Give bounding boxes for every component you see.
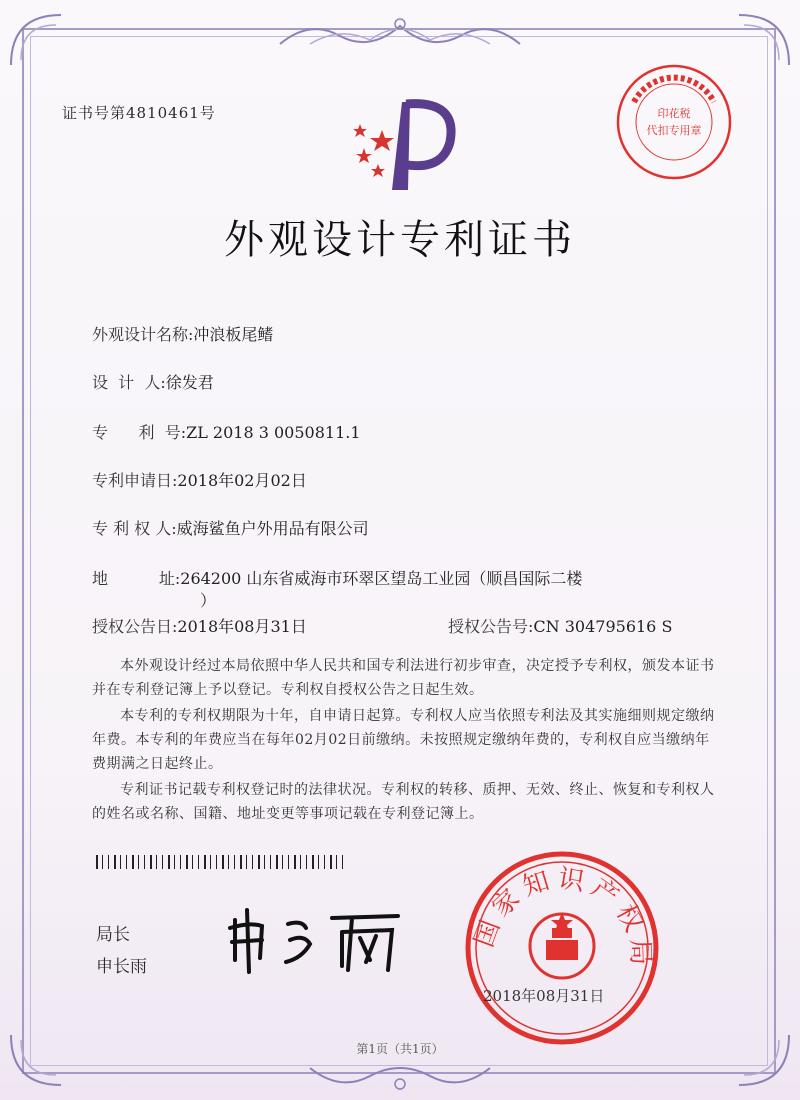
paragraph-2: 本专利的专利权期限为十年，自申请日起算。专利权人应当依照专利法及其实施细则规定缴纳年费。本专利的年费应当在每年02月02日前缴纳。未按照规定缴纳年费的，专利权自应当缴纳年费期满之日起终止。 [92, 708, 715, 772]
design-name-label: 外观设计名称: [92, 325, 194, 344]
patentee-value: 威海鲨鱼户外用品有限公司 [176, 519, 369, 538]
corner-ornament-top-left [6, 10, 66, 70]
application-date-row [92, 468, 307, 491]
designer-row [92, 370, 214, 393]
grant-date-row [92, 614, 307, 637]
designer-label: 设 计 人: [92, 373, 166, 392]
tax-seal-stamp [614, 62, 734, 182]
corner-ornament-top-right [734, 10, 794, 70]
patent-number-label: 专 利 号: [92, 423, 187, 442]
application-date-label: 专利申请日: [92, 471, 178, 490]
director-name: 申长雨 [96, 957, 147, 977]
patent-number-row [92, 420, 361, 443]
application-date-value: 2018年02月02日 [177, 471, 307, 490]
top-ornament [270, 14, 530, 54]
barcode [96, 855, 346, 869]
patent-number-value: ZL 2018 3 0050811.1 [186, 423, 361, 442]
patentee-row [92, 516, 369, 539]
seal-date: 2018年08月31日 [483, 987, 605, 1005]
svg-text:代扣专用章: 代扣专用章 [646, 124, 702, 137]
patentee-label: 专 利 权 人: [92, 519, 177, 538]
bottom-ornament [300, 1062, 500, 1096]
address-value-line2: ） [200, 591, 217, 610]
director-signature [220, 900, 420, 975]
address-label: 地 址: [92, 569, 181, 588]
grant-number-label: 授权公告号: [448, 617, 534, 636]
grant-date-value: 2018年08月31日 [177, 617, 307, 636]
patent-office-logo [330, 90, 470, 200]
designer-value: 徐发君 [165, 373, 214, 392]
address-row [92, 566, 582, 589]
corner-ornament-bottom-left [6, 1030, 66, 1090]
address-value-line1: 264200 山东省威海市环翠区望岛工业园（顺昌国际二楼 [180, 569, 583, 588]
design-name-row [92, 322, 273, 345]
certificate-number: 证书号第4810461号 [62, 104, 216, 122]
seal-text: 国家知识产权局 [469, 863, 656, 972]
page-number: 第1页（共1页） [356, 1042, 444, 1056]
svg-text:印花税: 印花税 [657, 107, 691, 120]
design-name-value: 冲浪板尾鳍 [193, 325, 274, 344]
paragraph-3: 专利证书记载专利权登记时的法律状况。专利权的转移、质押、无效、终止、恢复和专利权人的姓名或名称、国籍、地址变更等事项记载在专利登记簿上。 [92, 782, 715, 822]
cnipa-official-seal [462, 848, 662, 1048]
director-title: 局长 [96, 925, 130, 945]
corner-ornament-bottom-right [734, 1030, 794, 1090]
grant-number-row [448, 614, 672, 637]
certificate-title: 外观设计专利证书 [224, 217, 576, 263]
grant-number-value: CN 304795616 S [533, 617, 673, 636]
paragraph-1: 本外观设计经过本局依照中华人民共和国专利法进行初步审查，决定授予专利权，颁发本证书并在专利登记簿上予以登记。专利权自授权公告之日起生效。 [92, 658, 715, 698]
grant-date-label: 授权公告日: [92, 617, 178, 636]
